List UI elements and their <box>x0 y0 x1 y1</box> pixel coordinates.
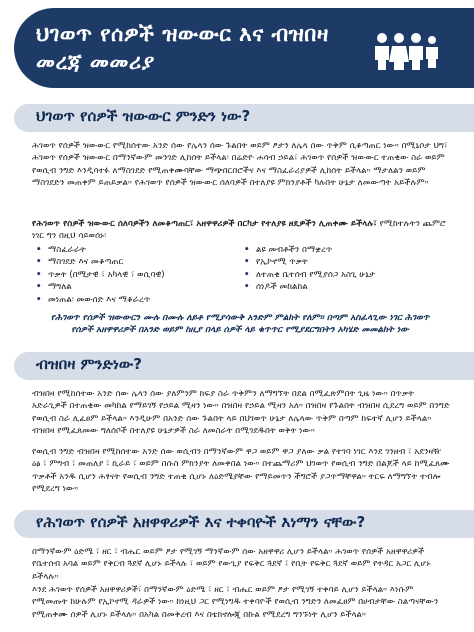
section-heading-trafficking <box>14 104 474 132</box>
exploitation-paragraph-1: ብዝበዛ የሚከሰተው አንድ ሰው ሌላን ሰው ያለምንም ክፍያ ስራ ጥቅምን ለማግኘት በደል በሚፈጽምበት ጊዜ ነው። በጥቃት አድራጊዎች በተጠቂው መካከል የማይገኝ የኃይል ሚዛን ነው። በዝበዛ የኃይል ሚዛን አለ። በዝበዛ የጉልበት ብዝበዛ ሲደረግ ወይም በንግድ የወሲብ ስራ ሊፈፀም ይችላል። እንዲሁም በአንድ ሰው ጉልበት ላይ በህገወጥ ሁኔታ ለሌላው ጥቅም በጣም ከፍተኛ ሊሆን ይችላል። ብዝበዛ የሚፈጸመው ግለሰቦች በተለያዩ ሁኔታዎች ስራ ለመስራት በሚገደዱበት ወቅት ነው። <box>32 389 450 437</box>
buyers-paragraph: እንደ ሕገወጥ የሰዎች አዘዋዋሪዎች፣ በማንኛውም ዕድሜ ፣ ዘር ፣ ብሔር ወይም ፆታ የሚገኝ ተቀባይ ሊሆን ይችላል። እነሱም የሚመጡት ከሁሉም የኢኮኖሚ ዳራዎች ነው። ከነዚህ ጋር የሚነግዱ ተቀባዮች የወሲብ ንግድን ለመፈፀም በሀብታቸው ስልጣናቸውን የሚጠቀሙ ሰዎች ሊሆኑ ይችላሉ። በአካል በመቅረብ እና በቴክኖሎጂ በኩል የሚደረግ ግንኙነት ሊሆን ይችላል። <box>32 585 439 620</box>
exploitation-paragraph-2: የወሲብ ንግድ ብዝበዛ የሚከሰተው አንድ ሰው ወሲብን በማንኛውም ዋጋ ወይም ዋጋ ያለው ቃል የተገባ ነገር እንደ ገንዘብ ፣ አደንዛዥ ዕፅ ፣ ምግብ ፣ መጠለያ ፣ ኪራይ ፣ ወይም በሱስ ምክንያት ለመቀበል ነው። በተጨማሪም ህገወጥ የወሲብ ንግድ በልጆች ላይ ከሚፈጸሙ ጥቃቶች አንዱ ሲሆን ሕፃናት የወሲብ ንግድ ተጠቂ ሲሆኑ ለዕድሜያቸው የማይመጥን ችግሮች ያጋጥማቸዋል። ትርፍ ለማግኘት ተብሎ የሚደረግ ነው። <box>32 447 450 495</box>
list-item: • መነጠል፡ መውሰድ እና ማቆራረጥ <box>36 294 165 306</box>
control-methods-list <box>36 244 446 308</box>
control-methods-intro <box>32 218 450 243</box>
page-title <box>36 20 366 76</box>
list-item: • ልዩ መብቶችን በማቋረጥ <box>244 244 375 256</box>
people-group-icon <box>372 30 440 70</box>
header <box>0 0 474 88</box>
list-item: • ሰነዶች መከልከል <box>244 281 375 293</box>
traffickers-paragraph: በማንኛውም ዕድሜ ፣ ዘር ፣ ብሔር ወይም ፆታ የሚገኝ ማንኛውም ሰው አዘዋዋሪ ሊሆን ይችላል። ሕገወጥ የሰዎች አዘዋዋሪዎች የቤተሰብ አባል ወይም የቅርብ ጓደኛ ሊሆኑ ይችላሉ ፣ ወይም የውጊያ የፍቅር ጓደኛ ፣ የቢት የፍቅር ጓደኛ ወይም የትዳር አጋር ሊሆኑ ይችላሉ። <box>32 547 431 582</box>
list-item: • ማስገደድ እና መቆጣጠር <box>36 256 165 268</box>
section-heading-text: የሕገወጥ የሰዎች አዘዋዋሪዎች እና ተቀባዮች እነማን ናቸው? <box>36 513 366 531</box>
trafficking-paragraph: ሕገወጥ የሰዎች ዝውውር የሚከሰተው አንድ ሰው የሌላን ሰው ጉልበት ወይም ፆታን ለሌላ ሰው ጥቅም ሲቆጣጠር ነው። በሚኒሶታ ህግ፣ ሕገወጥ የሰዎች ዝውውር በማንኛውም መንገድ ሊከሰት ይችላል፡ በሬድዮ ሐሳብ ኃይል፣ ሕገወጥ የሰዎች ዝውውር ተጠቂው ስራ ወይም የወሲብ ንግድ እንዲሳተፉ ለማስገደድ የሚጠቀሙባቸው ማጭበርበሮችና እና ማስፈራሪያዎች ሊከሰት ይችላል። ማታለልን ወይም ማስገደድን መጠቀም ይጠይቃል። የሕገወጥ የሰዎች ዝውውር ሰለባዎች በተለያዩ ምክንያቶች ካሉበት ሁኔታ ለመውጣት አይችሉም። <box>32 141 448 189</box>
control-methods-intro-rest: የሚከተሉትን ጨምሮ ነገር ግን በዚህ ሳይወሰኑ፡ <box>32 219 446 242</box>
section-heading-exploitation <box>14 352 474 380</box>
list-item: • የኢኮኖሚ ጥቃት <box>244 256 375 268</box>
section-heading-text: ህገወጥ የሰዎች ዝውውር ምንድን ነው? <box>36 107 251 125</box>
list-item: • ለተጠቂ ቤተሰብ የሚያሰጋ አስጊ ሁኔታ <box>244 269 375 281</box>
bullet-column-left <box>36 244 165 306</box>
section-heading-traffickers-buyers <box>14 510 474 538</box>
bullet-column-right <box>244 244 375 294</box>
key-note: የሕገወጥ የሰዎች ዝውውርን ሙሉ በሙሉ ለይቶ የሚያሳውቅ አንድም ምልክት የለም። በጣም አስፈላጊው ነገር ሕገወጥ የሰዎች አዘዋዋሪዎች በአንድ ወይም ከዚያ በላይ ሰዎች ላይ ቁጥጥር የሚያደርግበትን አካሄድ መመልከት ነው <box>50 313 430 336</box>
control-methods-intro-bold: የሕገወጥ የሰዎች ዝውውር ሰለባዎችን ለመቆጣጠር፣ አዘዋዋሪዎች በርካታ የተለያዩ ዘዴዎችን ሊጠቀሙ ይችላሉ፣ <box>32 219 377 229</box>
title-line-1: ህገወጥ የሰዎች ዝውውር እና ብዝበዛ <box>36 22 329 46</box>
title-line-2: መረጃ መመሪያ <box>36 50 155 74</box>
list-item: • ጥቃት (በሚታዊ ፣ አካላዊ ፣ ወሲባዊ) <box>36 269 165 281</box>
list-item: • ማስፈራራት <box>36 244 165 256</box>
section-heading-text: ብዝበዛ ምንድነው? <box>36 355 142 373</box>
list-item: • ማግለል <box>36 281 165 293</box>
